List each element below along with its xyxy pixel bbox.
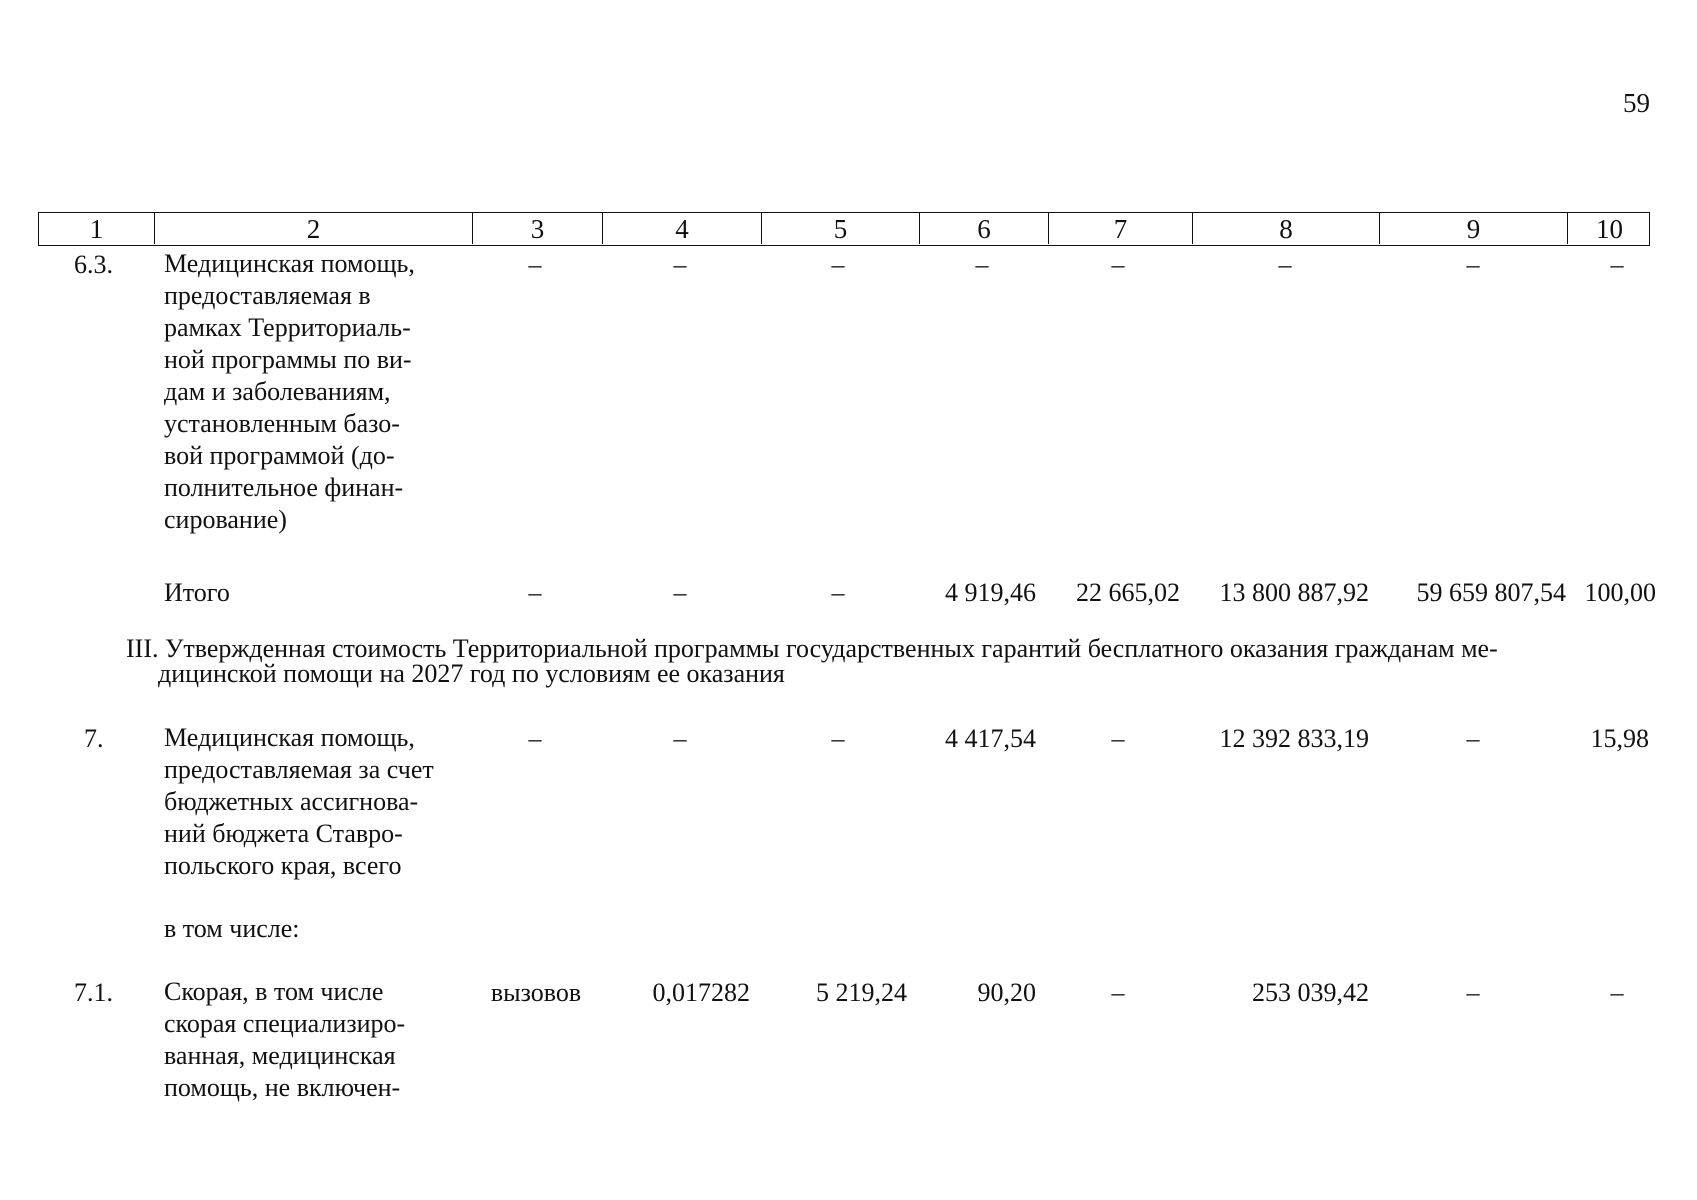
cell-col-4: 0,017282 <box>652 978 750 1007</box>
row-number: 6.3. <box>74 250 113 279</box>
column-header-3: 3 <box>472 213 602 244</box>
description-line: предоставляемая за счет <box>164 755 434 784</box>
description-line: рамках Территориаль- <box>164 313 411 342</box>
cell-col-4: – <box>673 724 687 753</box>
section-heading-line: дицинской помощи на 2027 год по условиям ее оказания <box>158 659 785 688</box>
cell-col-7: – <box>1111 978 1125 1007</box>
description-line: бюджетных ассигнова- <box>164 787 419 816</box>
cell-col-9: – <box>1466 978 1480 1007</box>
description-line: ний бюджета Ставро- <box>164 819 403 848</box>
cell-col-10: 100,00 <box>1584 578 1656 607</box>
cell-col-3: – <box>528 250 542 279</box>
column-header-8: 8 <box>1192 213 1379 244</box>
page-number: 59 <box>1623 88 1650 118</box>
section-heading-line: III. Утвержденная стоимость Территориальной программы государственных гарантий бесплатного оказания гражданам ме- <box>126 634 1498 663</box>
description-line: предоставляемая в <box>164 281 371 310</box>
description-line: польского края, всего <box>164 851 402 880</box>
total-label: Итого <box>164 578 230 607</box>
description-line: ванная, медицинская <box>164 1041 396 1070</box>
cell-col-7: 22 665,02 <box>1076 578 1180 607</box>
column-header-4: 4 <box>602 213 761 244</box>
description-line: Медицинская помощь, <box>164 249 415 278</box>
cell-col-4: – <box>673 578 687 607</box>
description-line: Скорая, в том числе <box>164 977 384 1006</box>
row-description <box>164 722 466 882</box>
cell-col-4: – <box>673 250 687 279</box>
cell-col-9: – <box>1466 250 1480 279</box>
column-header-5: 5 <box>761 213 919 244</box>
cell-col-5: – <box>831 724 845 753</box>
cell-col-8: 12 392 833,19 <box>1219 724 1369 753</box>
cell-col-10: 15,98 <box>1590 724 1649 753</box>
cell-col-9: – <box>1466 724 1480 753</box>
row-description <box>164 248 457 536</box>
description-line: установленным базо- <box>164 409 400 438</box>
description-line: скорая специализиро- <box>164 1009 406 1038</box>
cell-col-9: 59 659 807,54 <box>1416 578 1566 607</box>
cell-col-7: – <box>1111 724 1125 753</box>
column-number-header <box>38 212 1650 246</box>
cell-col-5: 5 219,24 <box>816 978 907 1007</box>
description-line: полнительное финан- <box>164 473 404 502</box>
cell-col-3: – <box>528 578 542 607</box>
row-number: 7. <box>84 724 104 753</box>
cell-col-10: – <box>1610 250 1624 279</box>
description-line: вой программой (до- <box>164 441 395 470</box>
cell-col-6: 4 417,54 <box>945 724 1036 753</box>
description-line: сирование) <box>164 505 287 534</box>
including-label: в том числе: <box>164 914 300 943</box>
cell-col-6: 4 919,46 <box>945 578 1036 607</box>
column-header-10: 10 <box>1567 213 1651 244</box>
description-line: дам и заболеваниям, <box>164 377 391 406</box>
column-header-7: 7 <box>1048 213 1192 244</box>
column-header-9: 9 <box>1379 213 1567 244</box>
description-line: помощь, не включен- <box>164 1073 401 1102</box>
row-description <box>164 976 457 1104</box>
cell-col-5: – <box>831 250 845 279</box>
cell-col-8: 253 039,42 <box>1252 978 1369 1007</box>
cell-col-3-unit: вызовов <box>490 978 582 1007</box>
description-line: Медицинская помощь, <box>164 723 415 752</box>
column-header-6: 6 <box>919 213 1048 244</box>
cell-col-3: – <box>528 724 542 753</box>
column-header-2: 2 <box>154 213 472 244</box>
cell-col-7: – <box>1111 250 1125 279</box>
cell-col-5: – <box>831 578 845 607</box>
cell-col-8: – <box>1278 250 1292 279</box>
cell-col-6: – <box>975 250 989 279</box>
cell-col-6: 90,20 <box>977 978 1036 1007</box>
cell-col-10: – <box>1610 978 1624 1007</box>
description-line: ной программы по ви- <box>164 345 412 374</box>
column-header-1: 1 <box>89 214 104 244</box>
cell-col-8: 13 800 887,92 <box>1219 578 1369 607</box>
row-number: 7.1. <box>74 978 113 1007</box>
section-heading <box>126 636 1650 686</box>
